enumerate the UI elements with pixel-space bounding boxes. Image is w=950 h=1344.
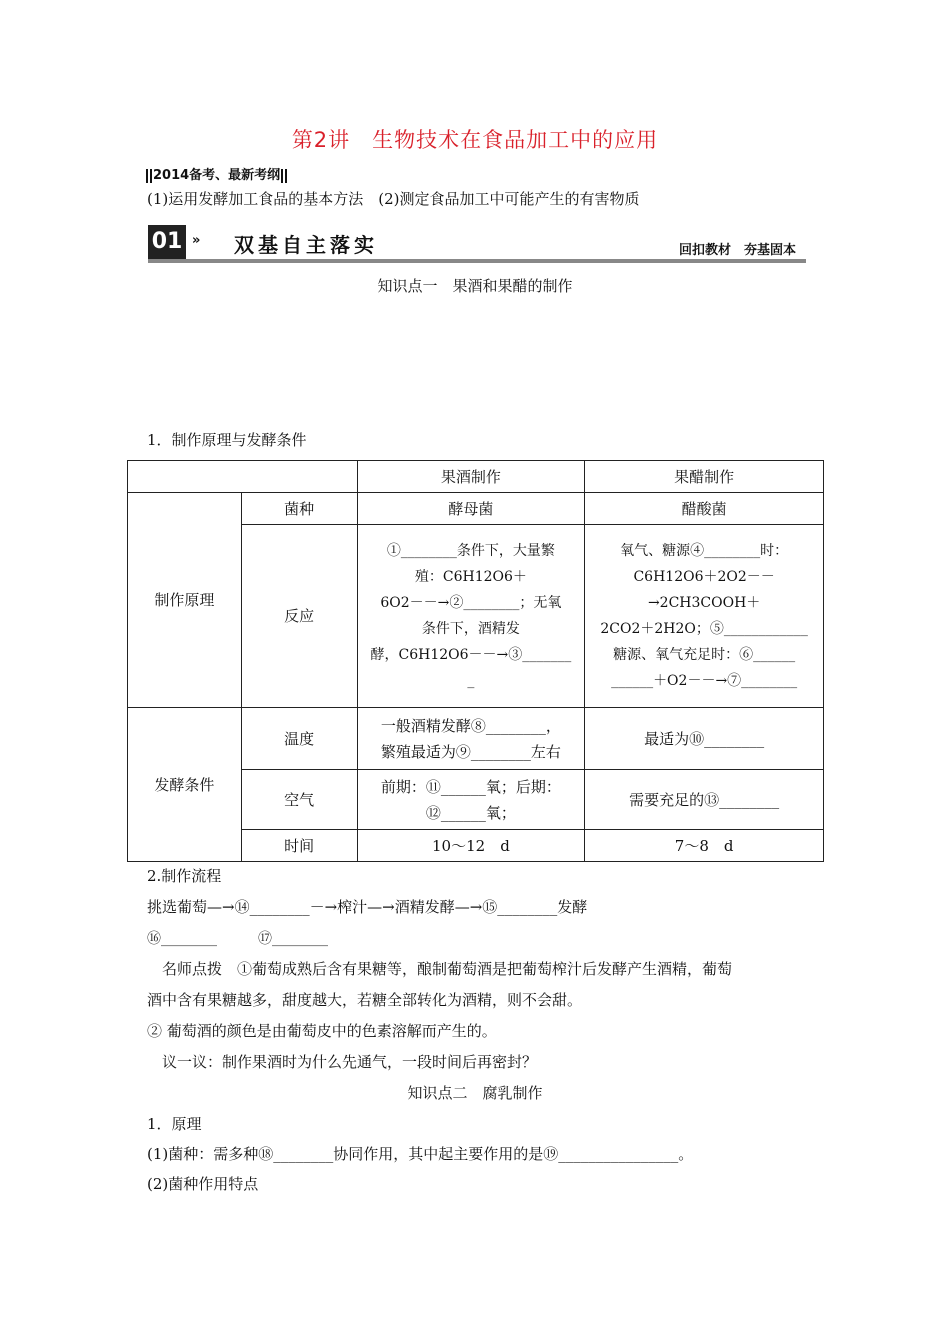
temp-wine bbox=[357, 708, 585, 770]
exam-tag bbox=[145, 164, 288, 183]
row-reaction: 反应 bbox=[241, 525, 357, 708]
header-wine: 果酒制作 bbox=[357, 461, 585, 493]
banner-rule bbox=[148, 259, 806, 263]
row-principle: 制作原理 bbox=[128, 493, 242, 708]
s2-line1: (1)菌种：需多种⑱________协同作用，其中起主要作用的是⑲________________。 bbox=[147, 1145, 694, 1163]
row-temperature: 温度 bbox=[241, 708, 357, 770]
time-vinegar: 7～8 d bbox=[585, 830, 824, 862]
s2-item1: 1．原理 bbox=[147, 1115, 202, 1133]
item2-heading: 2.制作流程 bbox=[147, 867, 222, 885]
temp-wine-line: 一般酒精发酵⑧________， bbox=[380, 716, 561, 735]
section-banner bbox=[148, 225, 806, 263]
s2-line2: (2)菌种作用特点 bbox=[147, 1175, 259, 1193]
page-title: 第2讲 生物技术在食品加工中的应用 bbox=[291, 128, 659, 152]
reaction-vinegar bbox=[585, 525, 824, 708]
reaction-wine-line: 殖：C6H12O6＋ bbox=[414, 569, 527, 585]
row-conditions: 发酵条件 bbox=[128, 708, 242, 862]
reaction-wine-line: 6O2－－→②________；无氧 bbox=[380, 595, 562, 611]
banner-arrow-icon: » bbox=[192, 233, 201, 248]
air-vinegar: 需要充足的⑬________ bbox=[585, 770, 824, 830]
header-vinegar: 果醋制作 bbox=[585, 461, 824, 493]
time-wine: 10～12 d bbox=[357, 830, 585, 862]
flow-line-2b: ⑰________ bbox=[258, 931, 328, 947]
flow-line-1: 挑选葡萄—→⑭________－→榨汁—→酒精发酵—→⑮________发酵 bbox=[147, 898, 588, 916]
section2-title: 知识点二 腐乳制作 bbox=[407, 1084, 543, 1102]
reaction-vinegar-line: C6H12O6＋2O2－－→2CH3COOH＋ bbox=[633, 569, 775, 611]
item1-heading: 1．制作原理与发酵条件 bbox=[147, 431, 307, 449]
air-wine-line: ⑫______氧； bbox=[425, 803, 516, 822]
section1-title: 知识点一 果酒和果醋的制作 bbox=[377, 277, 573, 295]
discuss-question: 议一议：制作果酒时为什么先通气，一段时间后再密封？ bbox=[162, 1053, 538, 1071]
tip-line-3: ② 葡萄酒的颜色是由葡萄皮中的色素溶解而产生的。 bbox=[147, 1022, 497, 1040]
banner-heading: 双基自主落实 bbox=[234, 233, 378, 257]
reaction-wine-line: 条件下，酒精发 bbox=[421, 621, 520, 637]
row-time: 时间 bbox=[241, 830, 357, 862]
reaction-vinegar-line: 糖源、氧气充足时：⑥______ bbox=[613, 647, 796, 663]
air-wine-line: 前期：⑪______氧；后期： bbox=[380, 777, 561, 796]
tip-line-1: 名师点拨 ①葡萄成熟后含有果糖等，酿制葡萄酒是把葡萄榨汁后发酵产生酒精，葡萄 bbox=[162, 960, 733, 978]
banner-subtitle: 回扣教材 夯基固本 bbox=[678, 243, 796, 258]
reaction-wine-line: ①________条件下，大量繁 bbox=[386, 543, 555, 559]
row-strain: 菌种 bbox=[241, 493, 357, 525]
reaction-vinegar-line: 2CO2＋2H2O；⑤____________ bbox=[600, 621, 808, 637]
exam-tag-label: 2014备考、最新考纲 bbox=[153, 168, 281, 183]
flow-line-2a: ⑯________ bbox=[147, 931, 217, 947]
reaction-wine bbox=[357, 525, 585, 708]
temp-wine-line: 繁殖最适为⑨________左右 bbox=[380, 742, 561, 761]
table-corner bbox=[128, 461, 358, 493]
tip-line-2: 酒中含有果糖越多，甜度越大，若糖全部转化为酒精，则不会甜。 bbox=[147, 991, 583, 1009]
reaction-wine-line: _ bbox=[467, 673, 475, 689]
banner-number: 01 bbox=[148, 225, 186, 259]
reaction-vinegar-line: ______＋O2－－→⑦________ bbox=[611, 673, 798, 689]
strain-vinegar: 醋酸菌 bbox=[585, 493, 824, 525]
principle-table bbox=[127, 460, 824, 862]
reaction-vinegar-line: 氧气、糖源④________时： bbox=[620, 543, 789, 559]
strain-wine: 酵母菌 bbox=[357, 493, 585, 525]
reaction-wine-line: 酵，C6H12O6－－→③_______ bbox=[370, 647, 572, 663]
row-air: 空气 bbox=[241, 770, 357, 830]
air-wine bbox=[357, 770, 585, 830]
temp-vinegar: 最适为⑩________ bbox=[585, 708, 824, 770]
syllabus: (1)运用发酵加工食品的基本方法 (2)测定食品加工中可能产生的有害物质 bbox=[147, 190, 640, 208]
